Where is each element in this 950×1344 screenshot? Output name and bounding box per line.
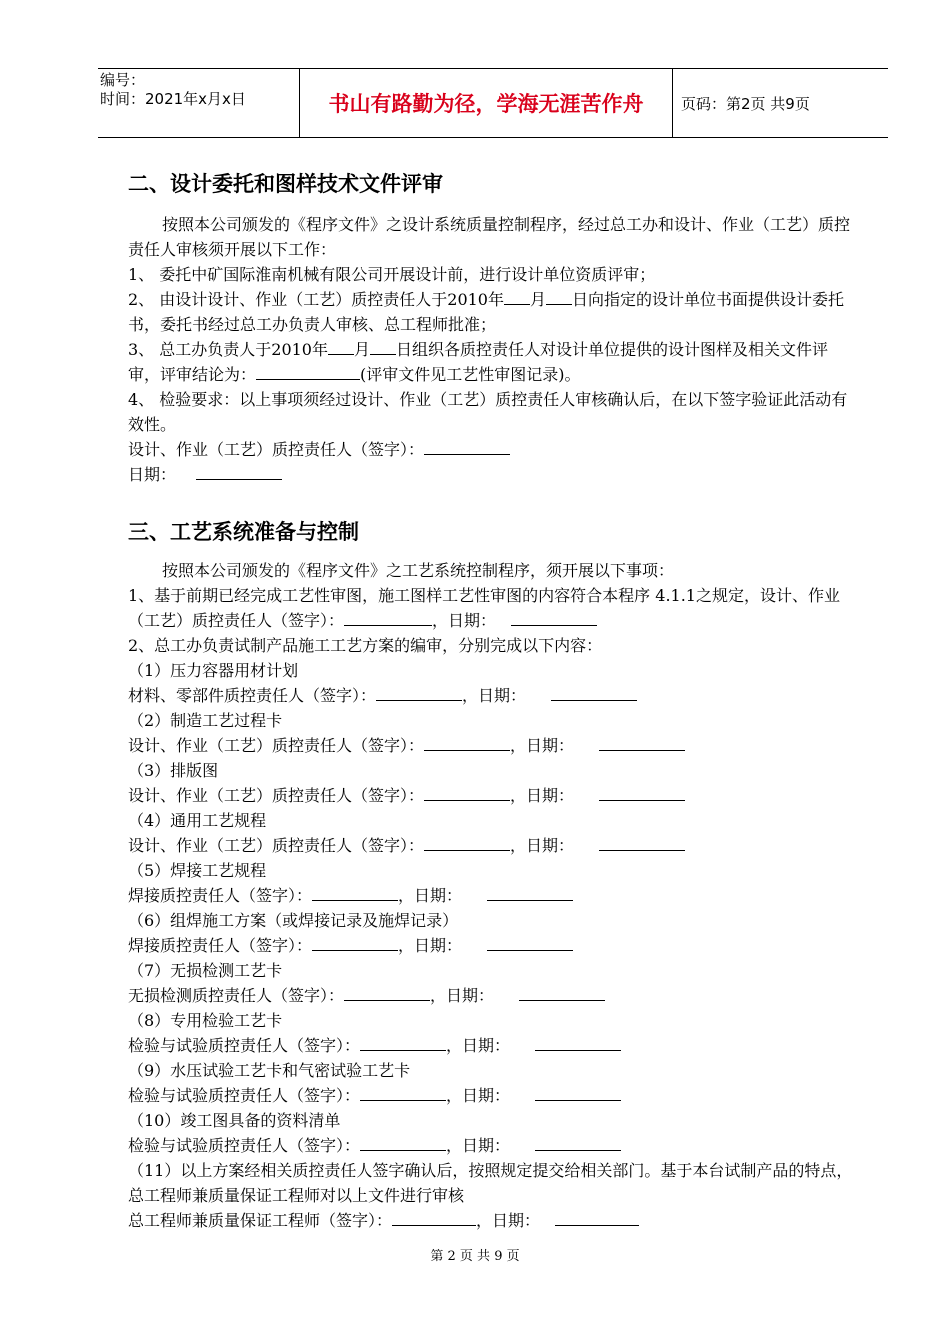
- section-2-intro: 按照本公司颁发的《程序文件》之设计系统质量控制程序，经过总工办和设计、作业（工艺）质控责任人审核须开展以下工作：: [128, 215, 851, 259]
- subitem-title: （8）专用检验工艺卡: [128, 1011, 283, 1030]
- sign-label: 焊接质控责任人（签字）：: [128, 936, 313, 955]
- subitem-title: （3）排版图: [128, 761, 219, 780]
- section-2-date-line: [128, 462, 858, 487]
- page-header: [98, 68, 888, 138]
- item-3-text-a: 3、 总工办负责人于2010年: [128, 340, 328, 359]
- date-label: ，日期：: [446, 1036, 511, 1055]
- date-blank: [535, 1086, 621, 1101]
- date-label: ，日期：: [510, 786, 575, 805]
- date-blank: [535, 1136, 621, 1151]
- signature-blank: [424, 736, 510, 751]
- subitem-sign-line: [128, 933, 858, 958]
- spacer: [526, 686, 551, 705]
- date-blank: [519, 986, 605, 1001]
- date-label: ，日期：: [446, 1136, 511, 1155]
- date-blank: [511, 611, 597, 626]
- date-label: ，日期：: [398, 936, 463, 955]
- day-blank: [370, 340, 396, 355]
- signature-blank: [312, 936, 398, 951]
- subitem-title: （7）无损检测工艺卡: [128, 961, 283, 980]
- spacer: [574, 786, 599, 805]
- header-page-info: 页码：第2页 共9页: [681, 94, 810, 113]
- date-blank: [487, 936, 573, 951]
- conclusion-blank: [256, 365, 360, 380]
- month-blank: [328, 340, 354, 355]
- sign-label: 设计、作业（工艺）质控责任人（签字）：: [128, 786, 425, 805]
- section-2-sign-line: [128, 437, 858, 462]
- header-left-cell: [98, 69, 300, 137]
- subitem-list: [128, 658, 858, 1158]
- item-2-text-c: 日向指定的设计单位书面提供设计委托书，委托书经过总工办负责人审核、总工程师批准；: [128, 290, 845, 334]
- date-label: ，日期：: [510, 736, 575, 755]
- subitem-title: （6）组焊施工方案（或焊接记录及施焊记录）: [128, 911, 459, 930]
- spacer: [510, 1136, 535, 1155]
- section-3-item-1: [128, 583, 858, 633]
- item-2-text-b: 月: [530, 290, 547, 309]
- signature-blank: [344, 611, 432, 626]
- spacer: [494, 986, 519, 1005]
- sign-label: 设计、作业（工艺）质控责任人（签字）：: [128, 736, 425, 755]
- final-sign-label: 总工程师兼质量保证工程师（签字）：: [128, 1211, 393, 1230]
- subitem-sign-line: [128, 733, 858, 758]
- sign-label: 材料、零部件质控责任人（签字）：: [128, 686, 377, 705]
- subitem-sign-line: [128, 683, 858, 708]
- date-label: ，日期：: [462, 686, 527, 705]
- sign-label: 焊接质控责任人（签字）：: [128, 886, 313, 905]
- date-label: ，日期：: [432, 611, 497, 630]
- subitem-sign-line: [128, 983, 858, 1008]
- subitem-title: （10）竣工图具备的资料清单: [128, 1111, 341, 1130]
- subitem-title: （5）焊接工艺规程: [128, 861, 267, 880]
- section-2-title: 二、设计委托和图样技术文件评审: [128, 172, 443, 196]
- date-label: ，日期：: [430, 986, 495, 1005]
- subitem-sign-line: [128, 833, 858, 858]
- date-label: ，日期：: [398, 886, 463, 905]
- sign-label: 检验与试验质控责任人（签字）：: [128, 1036, 361, 1055]
- date-label: ，日期：: [446, 1086, 511, 1105]
- page-footer: 第 2 页 共 9 页: [430, 1249, 520, 1264]
- date-blank: [599, 736, 685, 751]
- date-blank: [487, 886, 573, 901]
- month-blank: [504, 290, 530, 305]
- subitem-sign-line: [128, 1133, 858, 1158]
- date-blank: [555, 1211, 639, 1226]
- subitem-title: （4）通用工艺规程: [128, 811, 267, 830]
- subitem-sign-line: [128, 883, 858, 908]
- final-date-label: ，日期：: [476, 1211, 541, 1230]
- section-2-item-3: [128, 337, 858, 387]
- subitem-title: （9）水压试验工艺卡和气密试验工艺卡: [128, 1061, 411, 1080]
- section-2-item-1: 1、 委托中矿国际淮南机械有限公司开展设计前，进行设计单位资质评审；: [128, 265, 656, 284]
- date-label: ，日期：: [510, 836, 575, 855]
- signature-blank: [344, 986, 430, 1001]
- signature-blank: [424, 836, 510, 851]
- subitem-sign-line: [128, 1033, 858, 1058]
- date-blank: [196, 465, 282, 480]
- signature-blank: [312, 886, 398, 901]
- date-label: 日期：: [128, 465, 177, 484]
- sign-label: 无损检测质控责任人（签字）：: [128, 986, 345, 1005]
- signature-blank: [376, 686, 462, 701]
- section-3-item-2: 2、总工办负责试制产品施工工艺方案的编审，分别完成以下内容：: [128, 636, 603, 655]
- section-2-item-2: [128, 287, 858, 337]
- section-2-item-4: 4、 检验要求：以上事项须经过设计、作业（工艺）质控责任人审核确认后，在以下签字验证此活动有效性。: [128, 390, 848, 434]
- signature-blank: [392, 1211, 476, 1226]
- item-3-text-b: 月: [354, 340, 371, 359]
- spacer: [574, 836, 599, 855]
- section-3-item-11: （11）以上方案经相关质控责任人签字确认后，按照规定提交给相关部门。基于本台试制产品的特点，总工程师兼质量保证工程师对以上文件进行审核: [128, 1161, 853, 1205]
- item-1-text: 1、基于前期已经完成工艺性审图，施工图样工艺性审图的内容符合本程序 4.1.1之规定，设计、作业（工艺）质控责任人（签字）：: [128, 586, 840, 630]
- spacer: [462, 936, 487, 955]
- document-time-label: 时间：2021年x月x日: [100, 90, 246, 108]
- signature-blank: [360, 1136, 446, 1151]
- sign-label: 设计、作业（工艺）质控责任人（签字）：: [128, 836, 425, 855]
- signature-blank: [424, 786, 510, 801]
- date-blank: [535, 1036, 621, 1051]
- spacer: [462, 886, 487, 905]
- date-blank: [599, 836, 685, 851]
- date-blank: [599, 786, 685, 801]
- document-body: [128, 170, 858, 1233]
- item-2-text-a: 2、 由设计设计、作业（工艺）质控责任人于2010年: [128, 290, 504, 309]
- spacer: [510, 1036, 535, 1055]
- sign-label: 设计、作业（工艺）质控责任人（签字）：: [128, 440, 425, 459]
- signature-blank: [424, 440, 510, 455]
- day-blank: [546, 290, 572, 305]
- item-3-text-d: (评审文件见工艺性审图记录)。: [360, 365, 581, 384]
- spacer: [574, 736, 599, 755]
- final-sign-line: [128, 1208, 858, 1233]
- sign-label: 检验与试验质控责任人（签字）：: [128, 1136, 361, 1155]
- section-3-title: 三、工艺系统准备与控制: [128, 520, 359, 544]
- subitem-title: （2）制造工艺过程卡: [128, 711, 283, 730]
- signature-blank: [360, 1036, 446, 1051]
- sign-label: 检验与试验质控责任人（签字）：: [128, 1086, 361, 1105]
- subitem-title: （1）压力容器用材计划: [128, 661, 299, 680]
- item-3-text-c: 日组织各质控责任人对设计单位提供的设计图样及相关文件评审，评审结论为：: [128, 340, 829, 384]
- header-motto: 书山有路勤为径，学海无涯苦作舟: [300, 69, 673, 137]
- subitem-sign-line: [128, 1083, 858, 1108]
- date-blank: [551, 686, 637, 701]
- document-number-label: 编号：: [100, 71, 146, 89]
- signature-blank: [360, 1086, 446, 1101]
- section-3-intro: 按照本公司颁发的《程序文件》之工艺系统控制程序，须开展以下事项：: [162, 561, 675, 580]
- spacer: [510, 1086, 535, 1105]
- subitem-sign-line: [128, 783, 858, 808]
